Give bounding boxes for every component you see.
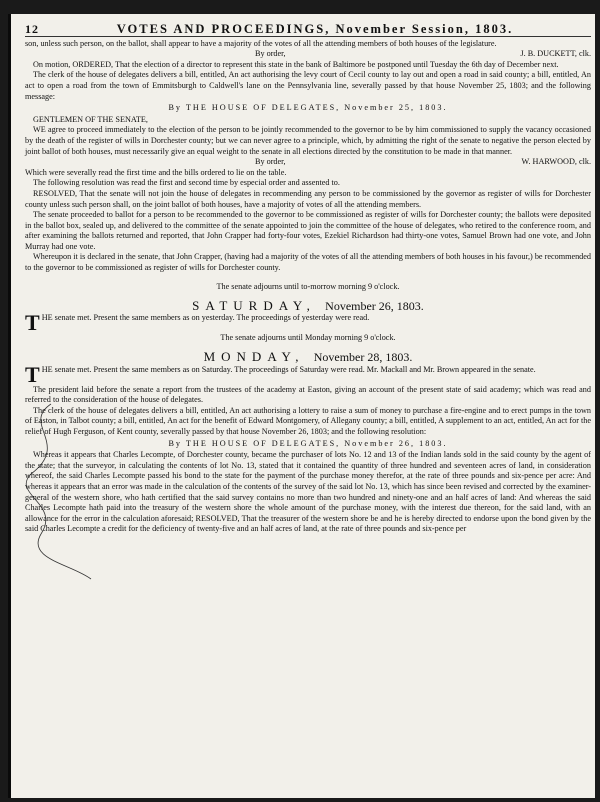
day-name: SATURDAY, [192,297,316,313]
day-date: November 28, 1803. [313,350,413,364]
day-heading-saturday [25,297,591,313]
paragraph: The clerk of the house of delegates delivers a bill, entitled, An act authorising the levy court of Cecil county to lay out and open a road in said county; a bill, entitled, An act to open a road from the town of Emmitsburgh to Caldwell's lane on the Pennsylvania line, severally passed by that house November 25, 1803; and the following message: [25,70,591,101]
adjournment: The senate adjourns until Monday morning 9 o'clock. [220,333,396,343]
day-heading-monday [25,349,591,364]
paragraph: Which were severally read the first time and the bills ordered to lie on the table. [25,167,287,177]
running-title: VOTES AND PROCEEDINGS, November Session, 1803. [116,22,514,36]
resolution-paragraph: RESOLVED, That the senate will not join the house of delegates in recommending any person to be commissioned by the governor as register of wills for Dorchester county unless such person shall, on the joint ballot of both houses, have a majority of votes of all the attending members. [25,188,591,209]
paragraph: The senate proceeded to ballot for a person to be recommended to the governor to be commissioned as register of wills for Dorchester county; the ballots were deposited in the ballot box, sealed up, and delivered to the committee of the senate appointed to join the committee of the house of delegates, who retired to the conference room, and after examining the ballots returned and reported, that John Crapper had forty-four votes, Ezekiel Richardson had thirty-one votes, Samuel Brown had one vote, and John Murray had one vote. [25,210,591,251]
clerk-signature: W. HARWOOD, clk. [521,157,591,167]
house-heading: By THE HOUSE OF DELEGATES, November 25, 1803. [168,103,448,113]
drop-cap: T [25,361,40,387]
saturday-text: HE senate met. Present the same members as on yesterday. The proceedings of yesterday were read. [41,313,370,323]
page-header [25,24,591,37]
signature-block [25,49,591,60]
paragraph: Whereupon it is declared in the senate, that John Crapper, (having had a majority of the votes of all the attending members of both houses in his favour,) be recommended to the governor to be commissioned as register of wills for Dorchester county. [25,252,591,273]
saturday-paragraph [25,310,591,336]
paragraph: The clerk of the house of delegates delivers a bill, entitled, An act authorising a lottery to raise a sum of money to purchase a fire-engine and to erect pumps in the town of Easton, in Talbot county; a bill, entitled, An act for the benefit of Edward Montgomery, of Allegany county; a bill, entitled, A supplement to an act, entitled, An act for the relief of Hugh Ferguson, of Kent county, severally passed by that house November 26, 1803; and the following resolution: [25,405,591,436]
message-paragraph: WE agree to proceed immediately to the election of the person to be jointly recommended to the governor to be by him commissioned to supply the vacancy occasioned by the death of the register of wills in Dorchester county; but we can never agree to a principle, which, by admitting the right of the senate to negative the person elected by joint ballot of both houses, must necessarily give an equal weight to the senate in all elections directed by the constitution to be made in that manner. [25,125,591,156]
paragraph: The president laid before the senate a report from the trustees of the academy at Easton, giving an account of the present state of said academy; which was read and referred to the consideration of the house of delegates. [25,384,591,405]
paragraph: son, unless such person, on the ballot, shall appear to have a majority of the votes of all the attending members of both houses of the legislature. [25,38,497,48]
salutation: GENTLEMEN OF THE SENATE, [33,114,148,124]
signature-block [25,157,591,168]
monday-paragraph [25,361,591,387]
house-heading: By THE HOUSE OF DELEGATES, November 26, 1803. [168,438,448,448]
paragraph: The following resolution was read the first and second time by especial order and assented to. [33,178,340,188]
paragraph: On motion, ORDERED, That the election of a director to represent this state in the bank of Baltimore be postponed until Tuesday the 6th day of December next. [33,59,559,69]
page-number: 12 [25,22,39,36]
scanned-page [8,14,595,798]
by-order-label: By order, [255,157,286,167]
drop-cap: T [25,310,40,336]
day-date: November 26, 1803. [325,298,424,313]
document-page [25,24,591,535]
clerk-signature: J. B. DUCKETT, clk. [520,49,591,59]
paragraph: Whereas it appears that Charles Lecompte, of Dorchester county, became the purchaser of lots No. 12 and 13 of the Indian lands sold in the said county by the agent of the state; that the surveyor, in calculating the contents of lot No. 13, stated that it contained the quantity of three hundred and seventeen acres of land, in consideration whereof, the said Charles Lecompte passed his bond to the state for the payment of the purchase money therefor, at the rate of three pounds and six-pence per acre: And whereas it appears that an error was made in the calculation of the contents of the survey of the said lot No. 13, which has since been revised and corrected by the examiner-general of the western shore, who hath certified that the said survey contains no more than two hundred and ninety-one and an half acres of land: And whereas the said Charles Lecompte hath paid into the treasury of the western shore the whole amount of the purchase money, with the interest due thereon, for the said land, with an allowance for the error in the calculation aforesaid; RESOLVED, That the treasurer of the western shore be and he is hereby directed to endorse upon the bond given by the said Charles Lecompte a credit for the deficiency of twenty-five and an half acres of land, at the rate of three pounds and six-pence per [25,450,591,534]
adjournment: The senate adjourns until to-morrow morning 9 o'clock. [216,281,400,291]
by-order-label: By order, [255,49,286,59]
day-name: MONDAY, [203,349,305,364]
monday-text: HE senate met. Present the same members as on Saturday. The proceedings of Saturday were read. Mr. Mackall and Mr. Brown appeared in the senate. [41,364,536,374]
